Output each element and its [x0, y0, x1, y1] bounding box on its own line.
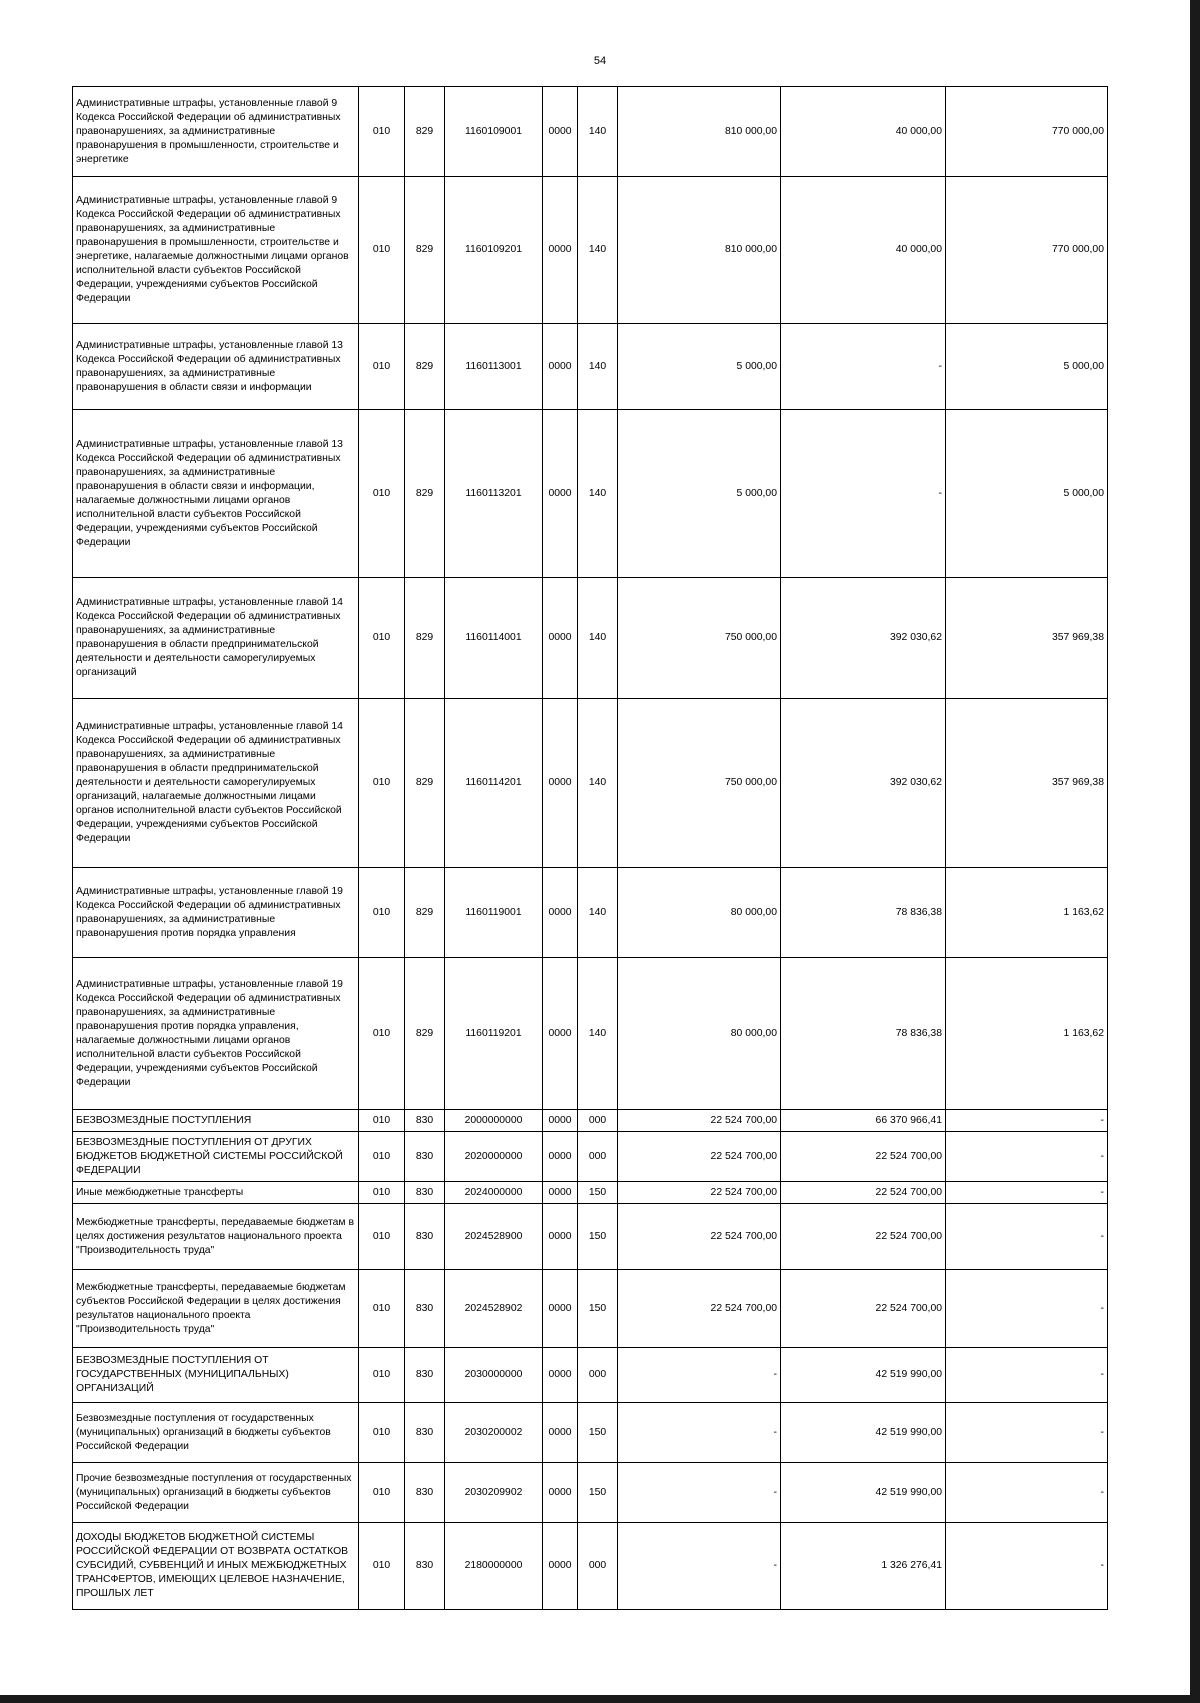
admin-code: 010 [359, 1348, 405, 1403]
fact-amount: 42 519 990,00 [781, 1403, 946, 1463]
sub-code: 0000 [543, 410, 578, 578]
grbs-code: 829 [405, 324, 445, 410]
admin-code: 010 [359, 1110, 405, 1132]
row-name: Иные межбюджетные трансферты [73, 1182, 359, 1204]
rest-amount: - [946, 1348, 1108, 1403]
grbs-code: 830 [405, 1132, 445, 1182]
plan-amount: 750 000,00 [618, 578, 781, 699]
kbk-code: 1160113001 [445, 324, 543, 410]
sub-code: 0000 [543, 324, 578, 410]
fact-amount: 22 524 700,00 [781, 1182, 946, 1204]
table-row [73, 868, 1108, 958]
kbk-code: 2030200002 [445, 1403, 543, 1463]
fact-amount: - [781, 410, 946, 578]
kosgu-code: 000 [578, 1132, 618, 1182]
rest-amount: 770 000,00 [946, 87, 1108, 177]
sub-code: 0000 [543, 1463, 578, 1523]
budget-table [72, 86, 1108, 1610]
plan-amount: 810 000,00 [618, 87, 781, 177]
grbs-code: 829 [405, 868, 445, 958]
table-row [73, 1110, 1108, 1132]
table-row [73, 1204, 1108, 1270]
kosgu-code: 150 [578, 1182, 618, 1204]
row-name: Административные штрафы, установленные главой 19 Кодекса Российской Федерации об административных правонарушениях, за административные правонарушения против порядка управления [73, 868, 359, 958]
sub-code: 0000 [543, 1182, 578, 1204]
kbk-code: 1160109201 [445, 177, 543, 324]
kosgu-code: 150 [578, 1403, 618, 1463]
row-name: Административные штрафы, установленные главой 9 Кодекса Российской Федерации об административных правонарушениях, за административные правонарушения в промышленности, строительстве и энергетике, налагаемые должностными лицами органов исполнительной власти субъектов Российской Федерации, учреждениями субъектов Российской Федерации [73, 177, 359, 324]
table-row [73, 699, 1108, 868]
fact-amount: 78 836,38 [781, 958, 946, 1110]
rest-amount: 5 000,00 [946, 324, 1108, 410]
plan-amount: 5 000,00 [618, 410, 781, 578]
kosgu-code: 140 [578, 958, 618, 1110]
table-row [73, 958, 1108, 1110]
rest-amount: - [946, 1463, 1108, 1523]
kbk-code: 2000000000 [445, 1110, 543, 1132]
fact-amount: 42 519 990,00 [781, 1463, 946, 1523]
fact-amount: 392 030,62 [781, 699, 946, 868]
table-row [73, 578, 1108, 699]
table-row [73, 177, 1108, 324]
sub-code: 0000 [543, 958, 578, 1110]
plan-amount: - [618, 1348, 781, 1403]
fact-amount: 22 524 700,00 [781, 1132, 946, 1182]
fact-amount: 22 524 700,00 [781, 1204, 946, 1270]
table-row [73, 1523, 1108, 1610]
kosgu-code: 140 [578, 87, 618, 177]
row-name: Межбюджетные трансферты, передаваемые бюджетам в целях достижения результатов национального проекта "Производительность труда" [73, 1204, 359, 1270]
grbs-code: 830 [405, 1403, 445, 1463]
rest-amount: - [946, 1110, 1108, 1132]
rest-amount: - [946, 1403, 1108, 1463]
fact-amount: 66 370 966,41 [781, 1110, 946, 1132]
rest-amount: - [946, 1523, 1108, 1610]
plan-amount: 22 524 700,00 [618, 1204, 781, 1270]
row-name: Административные штрафы, установленные главой 13 Кодекса Российской Федерации об административных правонарушениях, за административные правонарушения в области связи и информации, налагаемые должностными лицами органов исполнительной власти субъектов Российской Федерации, учреждениями субъектов Российской Федерации [73, 410, 359, 578]
table-row [73, 324, 1108, 410]
table-row [73, 87, 1108, 177]
plan-amount: - [618, 1523, 781, 1610]
table-row [73, 1132, 1108, 1182]
rest-amount: - [946, 1182, 1108, 1204]
row-name: БЕЗВОЗМЕЗДНЫЕ ПОСТУПЛЕНИЯ [73, 1110, 359, 1132]
admin-code: 010 [359, 87, 405, 177]
kbk-code: 1160109001 [445, 87, 543, 177]
admin-code: 010 [359, 1270, 405, 1348]
grbs-code: 830 [405, 1270, 445, 1348]
table-row [73, 1182, 1108, 1204]
plan-amount: 80 000,00 [618, 958, 781, 1110]
rest-amount: - [946, 1204, 1108, 1270]
fact-amount: - [781, 324, 946, 410]
rest-amount: 357 969,38 [946, 578, 1108, 699]
row-name: Административные штрафы, установленные главой 14 Кодекса Российской Федерации об административных правонарушениях, за административные правонарушения в области предпринимательской деятельности и деятельности саморегулируемых организаций [73, 578, 359, 699]
kosgu-code: 140 [578, 410, 618, 578]
plan-amount: 80 000,00 [618, 868, 781, 958]
row-name: БЕЗВОЗМЕЗДНЫЕ ПОСТУПЛЕНИЯ ОТ ГОСУДАРСТВЕННЫХ (МУНИЦИПАЛЬНЫХ) ОРГАНИЗАЦИЙ [73, 1348, 359, 1403]
row-name: Административные штрафы, установленные главой 13 Кодекса Российской Федерации об административных правонарушениях, за административные правонарушения в области связи и информации [73, 324, 359, 410]
fact-amount: 1 326 276,41 [781, 1523, 946, 1610]
row-name: ДОХОДЫ БЮДЖЕТОВ БЮДЖЕТНОЙ СИСТЕМЫ РОССИЙСКОЙ ФЕДЕРАЦИИ ОТ ВОЗВРАТА ОСТАТКОВ СУБСИДИЙ, СУБВЕНЦИЙ И ИНЫХ МЕЖБЮДЖЕТНЫХ ТРАНСФЕРТОВ, ИМЕЮЩИХ ЦЕЛЕВОЕ НАЗНАЧЕНИЕ, ПРОШЛЫХ ЛЕТ [73, 1523, 359, 1610]
fact-amount: 78 836,38 [781, 868, 946, 958]
rest-amount: 1 163,62 [946, 868, 1108, 958]
admin-code: 010 [359, 1204, 405, 1270]
fact-amount: 42 519 990,00 [781, 1348, 946, 1403]
kbk-code: 2030000000 [445, 1348, 543, 1403]
sub-code: 0000 [543, 1132, 578, 1182]
sub-code: 0000 [543, 868, 578, 958]
table-row [73, 1403, 1108, 1463]
kbk-code: 1160114001 [445, 578, 543, 699]
row-name: Административные штрафы, установленные главой 14 Кодекса Российской Федерации об административных правонарушениях, за административные правонарушения в области предпринимательской деятельности и деятельности саморегулируемых организаций, налагаемые должностными лицами органов исполнительной власти субъектов Российской Федерации, учреждениями субъектов Российской Федерации [73, 699, 359, 868]
sub-code: 0000 [543, 1348, 578, 1403]
admin-code: 010 [359, 410, 405, 578]
page-number: 54 [593, 55, 607, 67]
kosgu-code: 140 [578, 324, 618, 410]
kbk-code: 1160119001 [445, 868, 543, 958]
scan-edge-right [1190, 0, 1200, 1703]
kbk-code: 2180000000 [445, 1523, 543, 1610]
grbs-code: 830 [405, 1204, 445, 1270]
admin-code: 010 [359, 1463, 405, 1523]
kbk-code: 1160119201 [445, 958, 543, 1110]
kbk-code: 1160114201 [445, 699, 543, 868]
admin-code: 010 [359, 578, 405, 699]
admin-code: 010 [359, 1132, 405, 1182]
plan-amount: 22 524 700,00 [618, 1132, 781, 1182]
plan-amount: 22 524 700,00 [618, 1182, 781, 1204]
table-row [73, 1270, 1108, 1348]
row-name: Безвозмездные поступления от государственных (муниципальных) организаций в бюджеты субъектов Российской Федерации [73, 1403, 359, 1463]
plan-amount: 22 524 700,00 [618, 1110, 781, 1132]
fact-amount: 392 030,62 [781, 578, 946, 699]
grbs-code: 830 [405, 1182, 445, 1204]
sub-code: 0000 [543, 578, 578, 699]
fact-amount: 40 000,00 [781, 177, 946, 324]
grbs-code: 830 [405, 1348, 445, 1403]
grbs-code: 829 [405, 410, 445, 578]
grbs-code: 829 [405, 958, 445, 1110]
kbk-code: 2024528902 [445, 1270, 543, 1348]
scan-edge-bottom [0, 1695, 1200, 1703]
admin-code: 010 [359, 177, 405, 324]
plan-amount: 22 524 700,00 [618, 1270, 781, 1348]
kosgu-code: 000 [578, 1348, 618, 1403]
table-row [73, 410, 1108, 578]
grbs-code: 829 [405, 177, 445, 324]
kbk-code: 2024000000 [445, 1182, 543, 1204]
rest-amount: 5 000,00 [946, 410, 1108, 578]
kosgu-code: 140 [578, 578, 618, 699]
table-row [73, 1463, 1108, 1523]
plan-amount: 750 000,00 [618, 699, 781, 868]
rest-amount: 1 163,62 [946, 958, 1108, 1110]
sub-code: 0000 [543, 1270, 578, 1348]
grbs-code: 829 [405, 699, 445, 868]
admin-code: 010 [359, 868, 405, 958]
sub-code: 0000 [543, 699, 578, 868]
rest-amount: 770 000,00 [946, 177, 1108, 324]
kbk-code: 2030209902 [445, 1463, 543, 1523]
plan-amount: - [618, 1403, 781, 1463]
grbs-code: 829 [405, 578, 445, 699]
kosgu-code: 140 [578, 177, 618, 324]
kosgu-code: 150 [578, 1204, 618, 1270]
admin-code: 010 [359, 1403, 405, 1463]
sub-code: 0000 [543, 177, 578, 324]
grbs-code: 830 [405, 1463, 445, 1523]
row-name: БЕЗВОЗМЕЗДНЫЕ ПОСТУПЛЕНИЯ ОТ ДРУГИХ БЮДЖЕТОВ БЮДЖЕТНОЙ СИСТЕМЫ РОССИЙСКОЙ ФЕДЕРАЦИИ [73, 1132, 359, 1182]
plan-amount: 810 000,00 [618, 177, 781, 324]
row-name: Прочие безвозмездные поступления от государственных (муниципальных) организаций в бюджеты субъектов Российской Федерации [73, 1463, 359, 1523]
sub-code: 0000 [543, 87, 578, 177]
kosgu-code: 150 [578, 1270, 618, 1348]
row-name: Межбюджетные трансферты, передаваемые бюджетам субъектов Российской Федерации в целях достижения результатов национального проекта "Производительность труда" [73, 1270, 359, 1348]
kbk-code: 1160113201 [445, 410, 543, 578]
sub-code: 0000 [543, 1204, 578, 1270]
row-name: Административные штрафы, установленные главой 19 Кодекса Российской Федерации об административных правонарушениях, за административные правонарушения против порядка управления, налагаемые должностными лицами органов исполнительной власти субъектов Российской Федерации, учреждениями субъектов Российской Федерации [73, 958, 359, 1110]
admin-code: 010 [359, 958, 405, 1110]
rest-amount: 357 969,38 [946, 699, 1108, 868]
kbk-code: 2024528900 [445, 1204, 543, 1270]
grbs-code: 830 [405, 1110, 445, 1132]
sub-code: 0000 [543, 1523, 578, 1610]
kosgu-code: 140 [578, 868, 618, 958]
admin-code: 010 [359, 699, 405, 868]
row-name: Административные штрафы, установленные главой 9 Кодекса Российской Федерации об административных правонарушениях, за административные правонарушения в промышленности, строительстве и энергетике [73, 87, 359, 177]
plan-amount: 5 000,00 [618, 324, 781, 410]
admin-code: 010 [359, 1182, 405, 1204]
sub-code: 0000 [543, 1403, 578, 1463]
grbs-code: 829 [405, 87, 445, 177]
fact-amount: 22 524 700,00 [781, 1270, 946, 1348]
admin-code: 010 [359, 1523, 405, 1610]
rest-amount: - [946, 1270, 1108, 1348]
table-row [73, 1348, 1108, 1403]
fact-amount: 40 000,00 [781, 87, 946, 177]
admin-code: 010 [359, 324, 405, 410]
plan-amount: - [618, 1463, 781, 1523]
sub-code: 0000 [543, 1110, 578, 1132]
kosgu-code: 150 [578, 1463, 618, 1523]
rest-amount: - [946, 1132, 1108, 1182]
kbk-code: 2020000000 [445, 1132, 543, 1182]
kosgu-code: 140 [578, 699, 618, 868]
kosgu-code: 000 [578, 1110, 618, 1132]
kosgu-code: 000 [578, 1523, 618, 1610]
grbs-code: 830 [405, 1523, 445, 1610]
